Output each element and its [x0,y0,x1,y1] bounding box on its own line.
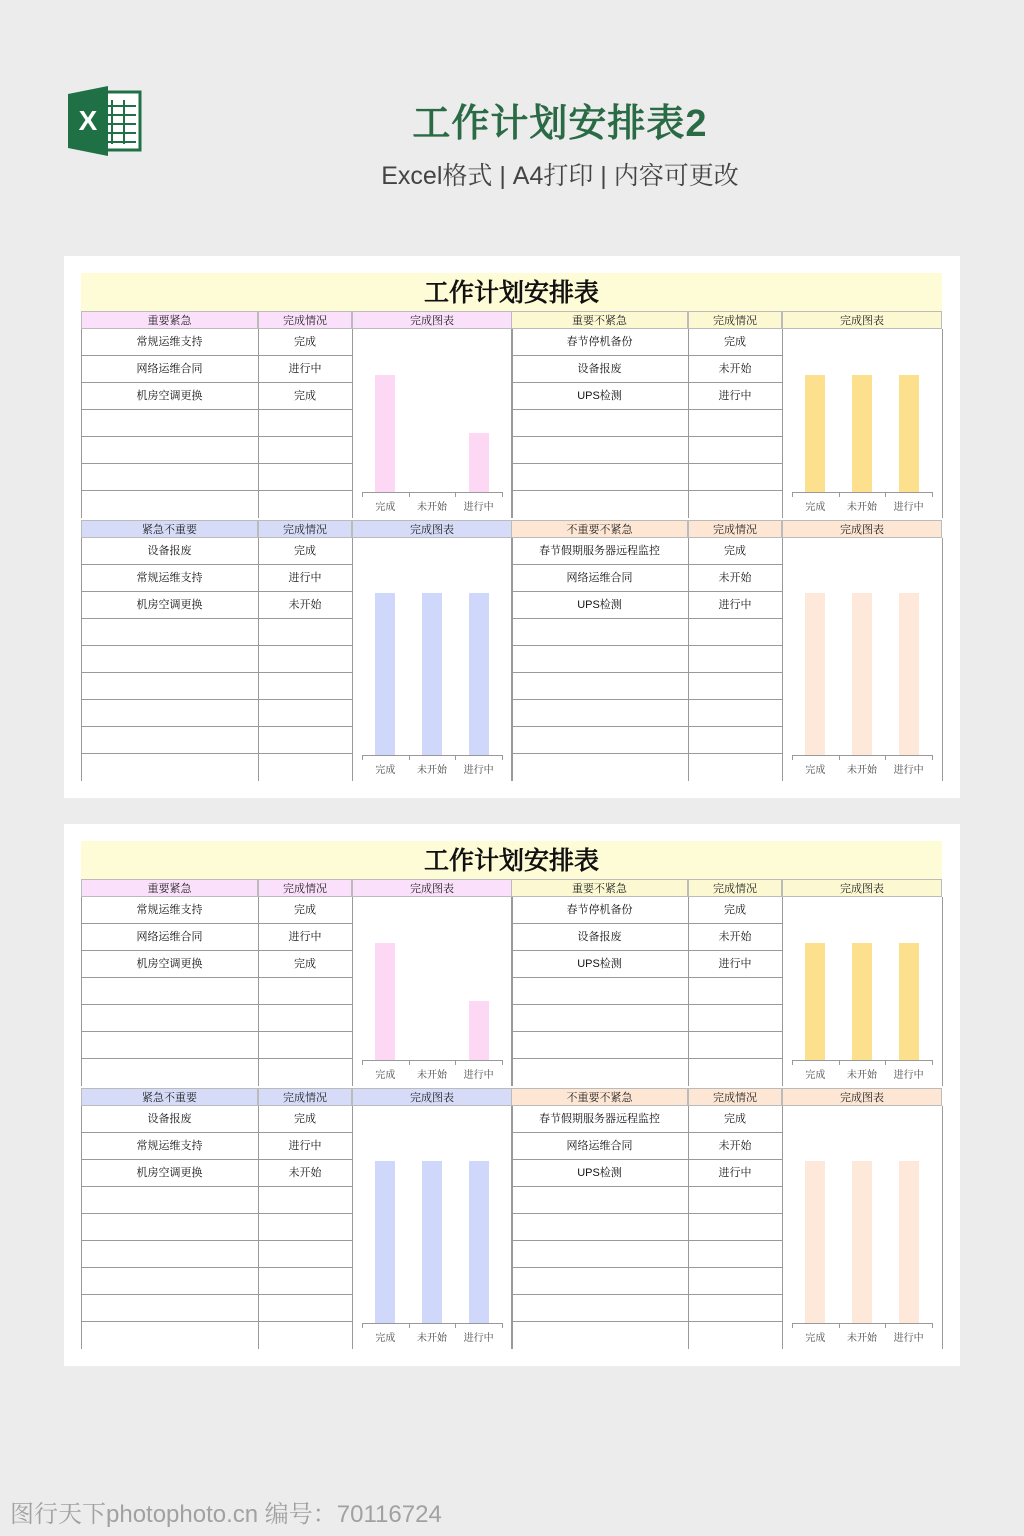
status-cell [688,619,782,646]
status-cell [258,1005,352,1032]
status-cell [688,437,782,464]
status-cell: 未开始 [688,924,782,951]
table-gridline [258,1106,259,1349]
axis-tick [932,1323,933,1328]
status-header: 完成情况 [258,520,352,538]
table-gridline [688,538,689,781]
category-header: 重要不紧急 [511,311,688,329]
chart-header: 完成图表 [782,520,942,538]
status-header: 完成情况 [688,311,782,329]
status-cell [258,1214,352,1241]
status-cell [258,1322,352,1349]
chart-x-axis [792,492,932,493]
chart-x-label: 进行中 [463,765,494,776]
status-cell: 未开始 [258,592,352,619]
table-gridline [258,897,259,1086]
task-cell [81,978,258,1005]
task-cell [511,619,688,646]
task-cell [81,727,258,754]
task-cell [81,619,258,646]
chart-x-label: 进行中 [893,502,924,513]
page-title: 工作计划安排表2 [412,103,708,145]
table-gridline [258,329,259,518]
chart-header: 完成图表 [352,520,512,538]
axis-tick [932,755,933,760]
status-header: 完成情况 [258,879,352,897]
category-header: 紧急不重要 [81,1088,258,1106]
task-cell [511,646,688,673]
status-cell: 完成 [258,951,352,978]
task-cell: 网络运维合同 [511,1133,688,1160]
table-gridline [688,329,689,518]
task-cell: 设备报废 [81,1106,258,1133]
chart-x-label: 未开始 [847,1333,877,1344]
task-cell: 常规运维支持 [81,565,258,592]
task-cell [81,1322,258,1349]
status-cell: 完成 [688,329,782,356]
status-cell: 未开始 [258,1160,352,1187]
chart-x-label: 进行中 [463,1333,494,1344]
chart-x-axis [792,1060,932,1061]
status-cell [258,410,352,437]
status-bar-chart [352,311,512,518]
table-gridline [81,538,82,781]
excel-logo-icon [68,86,142,156]
status-cell [688,1032,782,1059]
status-bar-chart [352,520,512,781]
priority-quadrant [511,520,942,780]
task-cell: 网络运维合同 [81,924,258,951]
table-gridline [81,329,82,518]
status-cell [258,464,352,491]
chart-x-label: 未开始 [417,502,447,513]
status-cell: 完成 [688,538,782,565]
task-cell: 春节假期服务器远程监控 [511,538,688,565]
task-cell: 机房空调更换 [81,592,258,619]
table-gridline [511,897,512,1086]
status-cell: 未开始 [688,1133,782,1160]
status-header: 完成情况 [258,1088,352,1106]
status-cell [688,1241,782,1268]
chart-bar [422,593,442,756]
status-cell [688,1268,782,1295]
watermark-text: 图行天下photophoto.cn 编号：70116724 [10,1501,442,1528]
priority-quadrant [81,1088,512,1348]
chart-x-label: 完成 [375,502,396,513]
status-cell: 进行中 [258,565,352,592]
task-cell [511,1032,688,1059]
task-cell [511,1187,688,1214]
task-cell: 网络运维合同 [81,356,258,383]
status-cell [688,700,782,727]
status-bar-chart [352,879,512,1086]
chart-x-label: 完成 [805,765,826,776]
task-cell: 网络运维合同 [511,565,688,592]
table-gridline [688,897,689,1086]
status-cell: 进行中 [258,1133,352,1160]
task-cell [511,437,688,464]
status-cell [258,619,352,646]
task-cell [511,700,688,727]
task-cell [81,754,258,781]
status-cell: 未开始 [688,565,782,592]
chart-x-label: 未开始 [417,765,447,776]
task-cell [81,1241,258,1268]
status-cell: 完成 [258,1106,352,1133]
status-bar-chart [782,879,942,1086]
task-cell [81,700,258,727]
table-gridline [511,329,512,518]
chart-x-axis [792,755,932,756]
status-cell: 完成 [688,1106,782,1133]
status-cell: 完成 [258,383,352,410]
chart-bar [375,375,395,493]
task-cell [511,727,688,754]
category-header: 重要不紧急 [511,879,688,897]
task-cell [511,673,688,700]
status-cell [688,978,782,1005]
task-cell [81,1214,258,1241]
task-cell [81,437,258,464]
task-cell [511,1005,688,1032]
chart-bar [852,593,872,756]
axis-tick [502,1323,503,1328]
axis-tick [932,1060,933,1065]
status-cell [258,491,352,518]
status-bar-chart [782,311,942,518]
status-cell: 完成 [688,897,782,924]
status-cell: 进行中 [688,592,782,619]
chart-bar [805,375,825,493]
status-cell: 完成 [258,538,352,565]
page-subtitle: Excel格式 | A4打印 | 内容可更改 [381,162,739,190]
table-gridline [942,329,943,518]
status-cell [258,1241,352,1268]
status-cell [258,673,352,700]
status-header: 完成情况 [688,879,782,897]
status-cell [688,727,782,754]
status-cell: 进行中 [688,951,782,978]
axis-tick [502,755,503,760]
chart-bar [805,1161,825,1324]
status-cell [258,1032,352,1059]
status-cell [688,754,782,781]
task-cell [81,646,258,673]
status-cell: 进行中 [688,383,782,410]
chart-bar [375,1161,395,1324]
status-cell [688,1214,782,1241]
status-cell [688,1187,782,1214]
chart-x-label: 进行中 [893,1070,924,1081]
task-cell: 机房空调更换 [81,951,258,978]
task-cell: 设备报废 [511,356,688,383]
priority-quadrant [81,520,512,780]
status-cell [688,646,782,673]
table-gridline [81,1106,82,1349]
table-gridline [511,1106,512,1349]
chart-x-label: 未开始 [847,502,877,513]
status-cell: 完成 [258,897,352,924]
chart-x-axis [362,492,502,493]
chart-x-label: 完成 [805,502,826,513]
status-cell [688,1059,782,1086]
task-cell [511,1295,688,1322]
status-cell [688,410,782,437]
chart-bar [899,593,919,756]
chart-x-axis [362,755,502,756]
task-cell [511,1241,688,1268]
status-cell [258,700,352,727]
chart-header: 完成图表 [352,311,512,329]
task-cell [511,978,688,1005]
chart-x-label: 进行中 [893,765,924,776]
chart-bar [469,1001,489,1060]
task-cell [81,1005,258,1032]
chart-bar [805,943,825,1061]
task-cell: UPS检测 [511,383,688,410]
table-gridline [81,897,82,1086]
chart-x-axis [362,1323,502,1324]
status-cell [688,1322,782,1349]
status-header: 完成情况 [688,520,782,538]
task-cell [81,1059,258,1086]
chart-header: 完成图表 [782,879,942,897]
chart-bar [469,433,489,492]
task-cell [511,410,688,437]
task-cell: 春节假期服务器远程监控 [511,1106,688,1133]
status-bar-chart [782,1088,942,1349]
chart-x-label: 未开始 [847,1070,877,1081]
sheet-card [64,256,960,798]
chart-x-label: 进行中 [463,1070,494,1081]
status-cell [688,1295,782,1322]
chart-x-label: 未开始 [847,765,877,776]
task-cell: UPS检测 [511,951,688,978]
chart-bar [805,593,825,756]
chart-bar [375,943,395,1061]
task-cell [81,1032,258,1059]
chart-x-label: 完成 [805,1333,826,1344]
task-cell [511,491,688,518]
task-cell: 春节停机备份 [511,329,688,356]
task-cell [511,1214,688,1241]
task-cell [81,464,258,491]
axis-tick [502,1060,503,1065]
task-cell: 设备报废 [511,924,688,951]
task-cell [81,1268,258,1295]
priority-quadrant [511,1088,942,1348]
task-cell [81,491,258,518]
status-cell [258,437,352,464]
table-gridline [942,897,943,1086]
status-header: 完成情况 [258,311,352,329]
table-gridline [258,538,259,781]
status-bar-chart [782,520,942,781]
task-cell [511,464,688,491]
category-header: 重要紧急 [81,879,258,897]
sheet-title: 工作计划安排表 [81,841,942,881]
sheet-card [64,824,960,1366]
task-cell [81,673,258,700]
category-header: 不重要不紧急 [511,520,688,538]
task-cell: 机房空调更换 [81,1160,258,1187]
task-cell [511,1268,688,1295]
status-cell [688,673,782,700]
task-cell [81,1187,258,1214]
status-cell: 进行中 [688,1160,782,1187]
status-cell [688,1005,782,1032]
chart-bar [422,1161,442,1324]
task-cell [81,1295,258,1322]
chart-header: 完成图表 [782,1088,942,1106]
status-cell [258,646,352,673]
chart-x-label: 进行中 [893,1333,924,1344]
axis-tick [932,492,933,497]
status-cell: 完成 [258,329,352,356]
status-cell [258,1268,352,1295]
status-cell [258,754,352,781]
chart-bar [469,1161,489,1324]
task-cell: UPS检测 [511,592,688,619]
status-cell [258,978,352,1005]
chart-bar [899,943,919,1061]
chart-x-label: 完成 [375,1070,396,1081]
task-cell [511,754,688,781]
sheet-title: 工作计划安排表 [81,273,942,313]
chart-x-label: 完成 [375,765,396,776]
task-cell [511,1059,688,1086]
status-cell [258,1295,352,1322]
chart-bar [852,375,872,493]
status-cell [258,727,352,754]
task-cell [81,410,258,437]
chart-x-label: 完成 [375,1333,396,1344]
status-cell [258,1059,352,1086]
task-cell [511,1322,688,1349]
axis-tick [502,492,503,497]
chart-header: 完成图表 [352,1088,512,1106]
chart-x-label: 进行中 [463,502,494,513]
table-gridline [942,538,943,781]
status-cell: 未开始 [688,356,782,383]
chart-bar [852,943,872,1061]
task-cell: 常规运维支持 [81,329,258,356]
task-cell: 春节停机备份 [511,897,688,924]
category-header: 重要紧急 [81,311,258,329]
chart-bar [899,1161,919,1324]
chart-bar [375,593,395,756]
status-bar-chart [352,1088,512,1349]
status-cell: 进行中 [258,924,352,951]
task-cell: 常规运维支持 [81,1133,258,1160]
table-gridline [688,1106,689,1349]
chart-x-label: 未开始 [417,1070,447,1081]
chart-header: 完成图表 [352,879,512,897]
chart-x-axis [362,1060,502,1061]
excel-logo-letter: X [78,105,98,136]
task-cell: 常规运维支持 [81,897,258,924]
category-header: 紧急不重要 [81,520,258,538]
chart-header: 完成图表 [782,311,942,329]
chart-x-label: 未开始 [417,1333,447,1344]
table-gridline [942,1106,943,1349]
category-header: 不重要不紧急 [511,1088,688,1106]
chart-bar [899,375,919,493]
status-cell [688,491,782,518]
task-cell: 机房空调更换 [81,383,258,410]
status-cell [258,1187,352,1214]
table-gridline [511,538,512,781]
chart-x-label: 完成 [805,1070,826,1081]
task-cell: UPS检测 [511,1160,688,1187]
chart-bar [469,593,489,756]
chart-x-axis [792,1323,932,1324]
status-cell: 进行中 [258,356,352,383]
status-header: 完成情况 [688,1088,782,1106]
chart-bar [852,1161,872,1324]
status-cell [688,464,782,491]
task-cell: 设备报废 [81,538,258,565]
